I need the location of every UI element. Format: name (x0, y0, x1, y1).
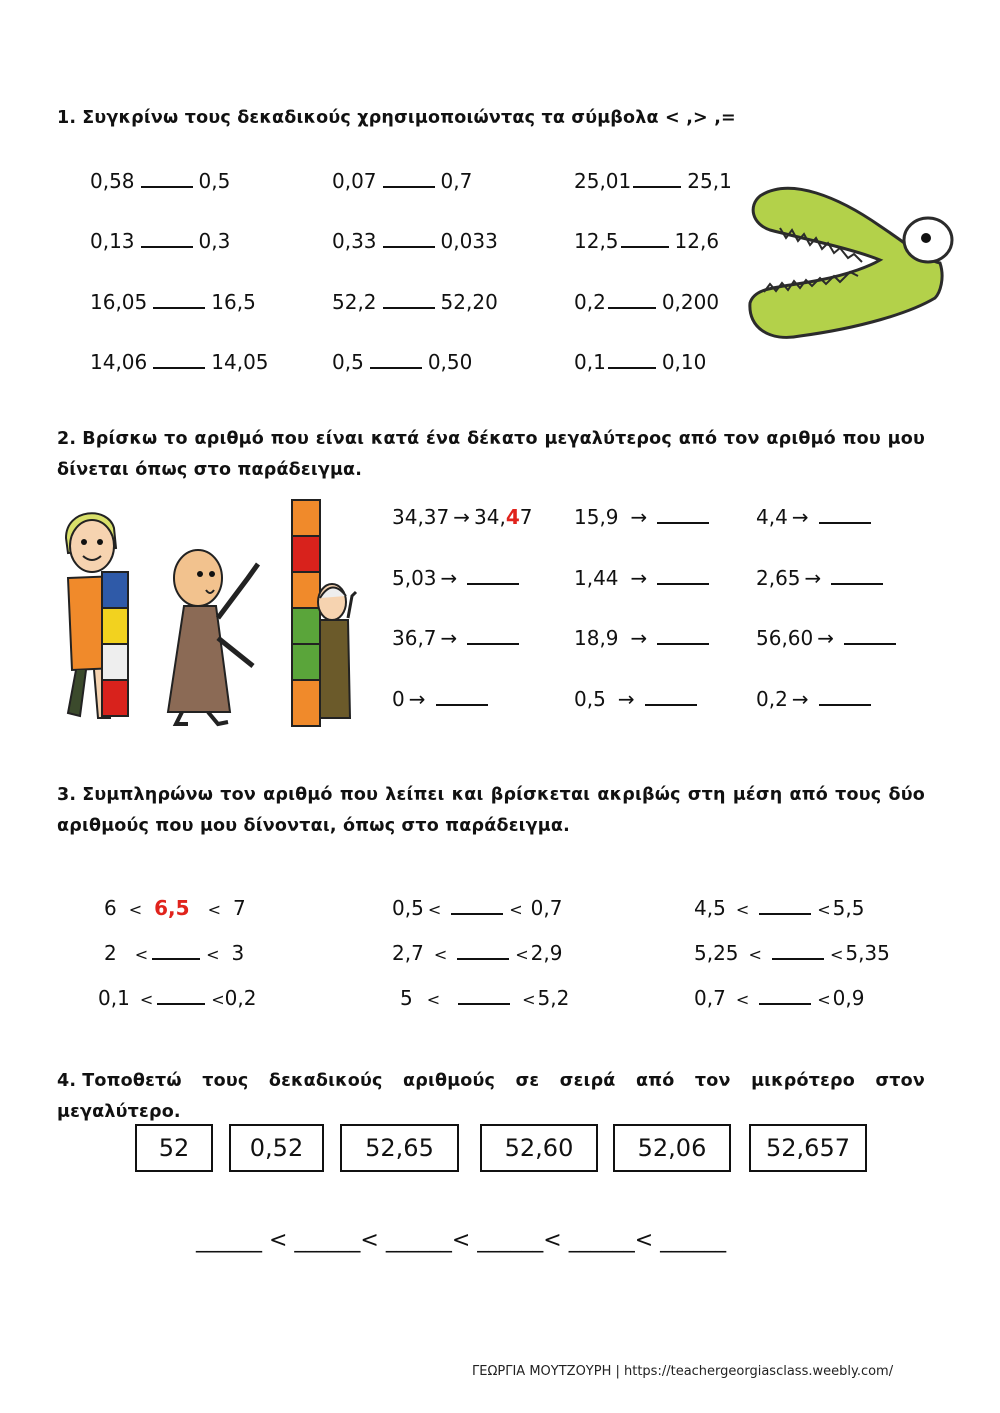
q1-left: 0,1 (574, 350, 606, 374)
q1-right: 52,20 (440, 290, 498, 314)
q3-right: 7 (232, 896, 246, 920)
children-with-blocks-illustration (58, 498, 358, 730)
answer-blank[interactable] (141, 244, 193, 248)
answer-blank[interactable] (831, 581, 883, 585)
less-than-sign: < (515, 945, 529, 964)
less-than-sign: < (509, 900, 523, 919)
answer-blank[interactable] (436, 702, 488, 706)
q3-title: Συμπληρώνω τον αριθμό που λείπει και βρίσκεται ακριβώς στη μέση από τους δύο αριθμούς που μου δίνονται, όπως στο παράδειγμα. (57, 785, 925, 836)
answer-blank[interactable] (383, 305, 435, 309)
less-than-sign: < (829, 945, 844, 964)
q1-item (574, 228, 719, 254)
less-than-sign: < (748, 945, 762, 964)
q1-item (332, 228, 498, 254)
q1-right: 16,5 (211, 290, 256, 314)
less-than-sign: < (735, 990, 750, 1009)
answer-blank[interactable] (657, 581, 709, 585)
q1-right: 0,5 (198, 169, 231, 193)
less-than-sign: < (433, 945, 448, 964)
q1-right: 25,1 (687, 169, 732, 193)
q2-item (574, 686, 703, 712)
q2-number: 36,7 (392, 626, 437, 650)
q3-item (392, 940, 562, 968)
number-card: 52 (135, 1124, 213, 1172)
q2-number: 15,9 (574, 505, 619, 529)
q2-item (756, 686, 877, 712)
q2-number: 0 (392, 687, 405, 711)
answer-blank[interactable] (608, 365, 656, 369)
q3-item (400, 985, 569, 1013)
less-than-sign: < (134, 945, 149, 964)
q2-number: 18,9 (574, 626, 619, 650)
answer-blank[interactable] (633, 184, 681, 188)
q1-item (574, 289, 719, 315)
q1-left: 52,2 (332, 290, 377, 314)
q2-number: 1,44 (574, 566, 619, 590)
q3-item (104, 940, 244, 968)
q3-item (694, 985, 864, 1013)
q3-left: 0,5 (392, 896, 424, 920)
number-card: 52,60 (480, 1124, 598, 1172)
crocodile-illustration (740, 168, 960, 360)
q2-example (392, 504, 533, 530)
q2-item (392, 686, 494, 712)
q3-item (694, 940, 890, 968)
answer-blank[interactable] (383, 184, 435, 188)
q1-number: 1. (57, 108, 77, 128)
arrow-icon: → (804, 566, 822, 590)
answer-blank[interactable] (370, 365, 422, 369)
q1-item (90, 168, 230, 194)
less-than-sign: < (211, 990, 225, 1009)
q1-left: 0,07 (332, 169, 377, 193)
q4-heading (57, 1066, 925, 1128)
q3-left: 2 (104, 941, 117, 965)
less-than-sign: < (522, 990, 536, 1009)
q2-item (756, 504, 877, 530)
q3-heading (57, 780, 925, 842)
q1-item (90, 289, 256, 315)
arrow-icon: → (617, 687, 635, 711)
q3-left: 4,5 (694, 896, 726, 920)
arrow-icon: → (453, 505, 471, 529)
q2-title: Βρίσκω το αριθμό που είναι κατά ένα δέκατο μεγαλύτερος από τον αριθμό που μου δίνεται όπως στο παράδειγμα. (57, 429, 925, 480)
arrow-icon: → (630, 626, 648, 650)
q1-right: 14,05 (211, 350, 269, 374)
q3-example-middle: 6,5 (154, 896, 190, 920)
q1-item (90, 349, 269, 375)
q1-left: 16,05 (90, 290, 148, 314)
q1-left: 14,06 (90, 350, 148, 374)
answer-blank[interactable] (844, 641, 896, 645)
q4-number: 4. (57, 1071, 77, 1091)
q3-item (98, 985, 256, 1013)
number-card: 52,06 (613, 1124, 731, 1172)
q3-item (392, 895, 562, 923)
q2-number: 0,5 (574, 687, 606, 711)
answer-blank[interactable] (383, 244, 435, 248)
arrow-icon: → (630, 505, 648, 529)
answer-blank[interactable] (152, 956, 200, 960)
q1-item (332, 168, 472, 194)
less-than-sign: < (427, 900, 442, 919)
answer-blank[interactable] (608, 305, 656, 309)
q1-left: 0,2 (574, 290, 606, 314)
less-than-sign: < (817, 900, 831, 919)
arrow-icon: → (630, 566, 648, 590)
q3-left: 5 (400, 986, 413, 1010)
q2-number: 2,65 (756, 566, 801, 590)
q1-left: 0,58 (90, 169, 135, 193)
q1-heading (57, 103, 925, 134)
q2-item (392, 625, 525, 651)
answer-blank[interactable] (657, 641, 709, 645)
q2-item (574, 565, 715, 591)
q2-item (574, 504, 715, 530)
q1-item (332, 349, 472, 375)
answer-blank[interactable] (467, 581, 519, 585)
q3-left: 5,25 (694, 941, 739, 965)
less-than-sign: < (207, 900, 221, 919)
block-tower-2 (292, 500, 320, 726)
less-than-sign: < (206, 945, 220, 964)
q2-item (392, 565, 525, 591)
croc-body (750, 188, 942, 337)
q2-number: 4,4 (756, 505, 788, 529)
answer-blank[interactable] (819, 520, 871, 524)
number-card: 52,657 (749, 1124, 867, 1172)
arrow-icon: → (791, 687, 809, 711)
q3-right: 3 (231, 941, 245, 965)
q3-left: 0,1 (98, 986, 130, 1010)
q2-example-answer-end: 7 (519, 505, 533, 529)
q1-item (90, 228, 230, 254)
answer-blank[interactable] (645, 702, 697, 706)
q3-left: 6 (104, 896, 117, 920)
arrow-icon: → (408, 687, 426, 711)
answer-blank[interactable] (759, 911, 811, 915)
q1-item (332, 289, 498, 315)
q3-right: 0,9 (832, 986, 865, 1010)
number-card: 52,65 (340, 1124, 459, 1172)
arrow-icon: → (440, 626, 458, 650)
answer-blank[interactable] (759, 1001, 811, 1005)
q1-left: 0,13 (90, 229, 135, 253)
block-tower-1 (102, 572, 128, 716)
q1-right: 0,033 (440, 229, 498, 253)
answer-blank[interactable] (657, 520, 709, 524)
q2-heading (57, 424, 925, 486)
answer-blank[interactable] (458, 1001, 510, 1005)
q2-item (756, 625, 902, 651)
q1-right: 0,7 (440, 169, 473, 193)
q1-left: 25,01 (574, 169, 632, 193)
number-card: 0,52 (229, 1124, 324, 1172)
footer-credit: ΓΕΩΡΓΙΑ ΜΟΥΤΖΟΥΡΗ | https://teachergeorgiasclass.weebly.com/ (472, 1364, 894, 1379)
answer-blank[interactable] (457, 956, 509, 960)
q1-left: 12,5 (574, 229, 619, 253)
q3-example (104, 895, 246, 923)
croc-pupil (921, 233, 931, 243)
q1-item (574, 168, 732, 194)
child-figure-2 (168, 550, 258, 724)
child-figure-3 (318, 584, 356, 718)
answer-blank[interactable] (467, 641, 519, 645)
answer-blank[interactable] (621, 244, 669, 248)
q1-right: 0,200 (661, 290, 720, 314)
q2-number: 0,2 (756, 687, 788, 711)
arrow-icon: → (791, 505, 809, 529)
q3-item (694, 895, 864, 923)
q2-example-highlight: 4 (505, 505, 520, 529)
q1-left: 0,5 (332, 350, 364, 374)
ordering-answer-line[interactable]: ______ < ______< ______< ______< ______< ______ (196, 1228, 727, 1253)
answer-blank[interactable] (451, 911, 503, 915)
q2-number: 56,60 (756, 626, 814, 650)
q3-right: 0,2 (224, 986, 257, 1010)
answer-blank[interactable] (153, 365, 205, 369)
q2-number: 5,03 (392, 566, 437, 590)
answer-blank[interactable] (819, 702, 871, 706)
answer-blank[interactable] (153, 305, 205, 309)
less-than-sign: < (735, 900, 750, 919)
q1-right: 0,50 (427, 350, 473, 374)
q3-number: 3. (57, 785, 77, 805)
less-than-sign: < (128, 900, 143, 919)
arrow-icon: → (440, 566, 458, 590)
q1-right: 0,3 (198, 229, 231, 253)
q2-number: 2. (57, 429, 77, 449)
q2-item (574, 625, 715, 651)
q3-left: 0,7 (694, 986, 726, 1010)
q3-right: 2,9 (530, 941, 563, 965)
q2-example-answer: 34, (474, 505, 506, 529)
less-than-sign: < (817, 990, 831, 1009)
q3-right: 0,7 (530, 896, 563, 920)
less-than-sign: < (139, 990, 154, 1009)
q3-right: 5,5 (832, 896, 865, 920)
q1-left: 0,33 (332, 229, 377, 253)
answer-blank[interactable] (772, 956, 824, 960)
answer-blank[interactable] (157, 1001, 205, 1005)
q4-title: Τοποθετώ τους δεκαδικούς αριθμούς σε σειρά από τον μικρότερο στον μεγαλύτερο. (57, 1071, 925, 1122)
q1-item (574, 349, 706, 375)
q3-left: 2,7 (392, 941, 424, 965)
q3-right: 5,2 (537, 986, 570, 1010)
q2-example-given: 34,37 (392, 505, 450, 529)
q3-right: 5,35 (845, 941, 890, 965)
arrow-icon: → (817, 626, 835, 650)
q1-title: Συγκρίνω τους δεκαδικούς χρησιμοποιώντας τα σύμβολα < ,> ,= (82, 108, 736, 128)
less-than-sign: < (426, 990, 441, 1009)
q2-item (756, 565, 889, 591)
q1-right: 12,6 (674, 229, 720, 253)
answer-blank[interactable] (141, 184, 193, 188)
q1-right: 0,10 (661, 350, 707, 374)
